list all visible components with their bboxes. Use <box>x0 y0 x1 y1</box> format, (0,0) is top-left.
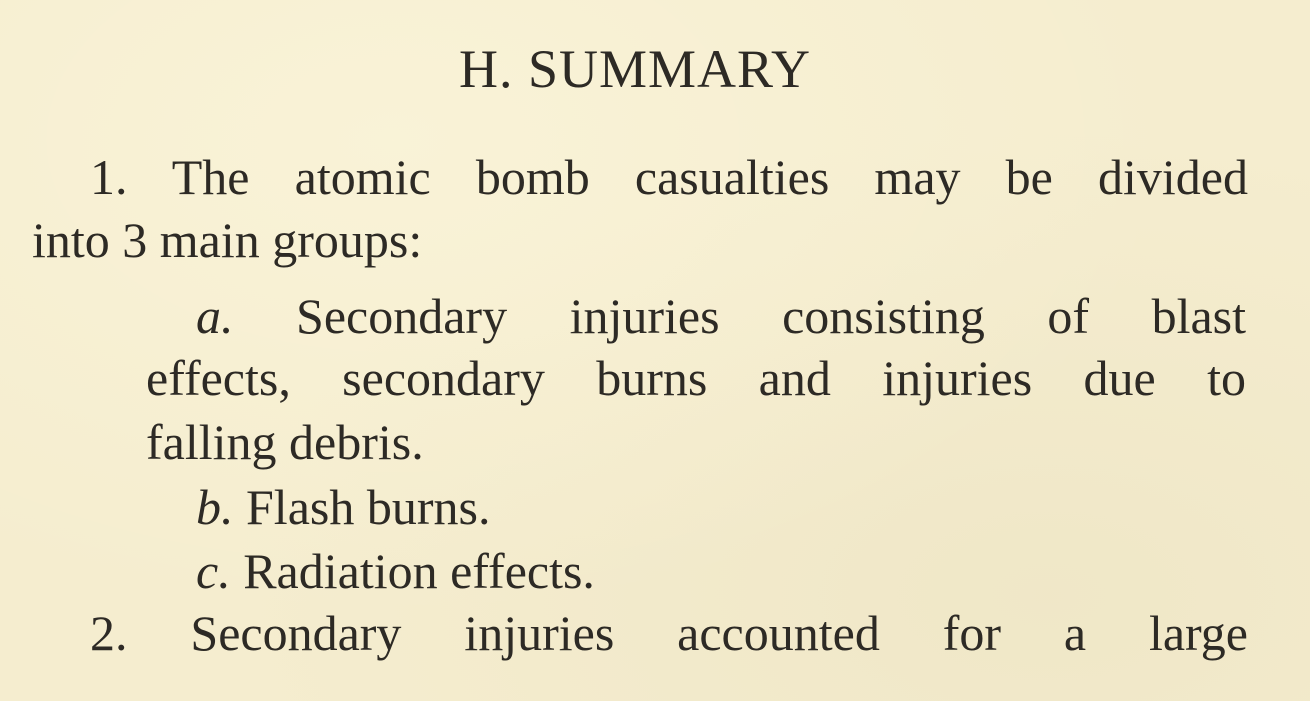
section-heading: H. SUMMARY <box>458 39 812 99</box>
item-b-line <box>196 479 491 535</box>
item-2-number: 2. <box>90 605 128 661</box>
item-c-text: Radiation effects. <box>243 543 595 599</box>
item-a-text-line-1: Secondary injuries consisting of blast <box>296 288 1246 344</box>
item-a-line-3: falling debris. <box>146 414 424 470</box>
item-1-line-1 <box>90 149 1248 205</box>
item-1-line-2: into 3 main groups: <box>32 212 423 268</box>
item-1-number: 1. <box>90 149 128 205</box>
item-b-letter: b. <box>196 479 234 535</box>
item-1-text-line-1: The atomic bomb casualties may be divided <box>171 149 1248 205</box>
item-c-letter: c. <box>196 543 231 599</box>
item-a-line-1 <box>196 288 1246 344</box>
item-2-text-line-1: Secondary injuries accounted for a large <box>190 605 1248 661</box>
item-2-line-1 <box>90 605 1248 661</box>
item-a-letter: a. <box>196 288 234 344</box>
item-a-line-2: effects, secondary burns and injuries due to <box>146 350 1246 406</box>
item-b-text: Flash burns. <box>246 479 491 535</box>
item-c-line <box>196 543 595 599</box>
